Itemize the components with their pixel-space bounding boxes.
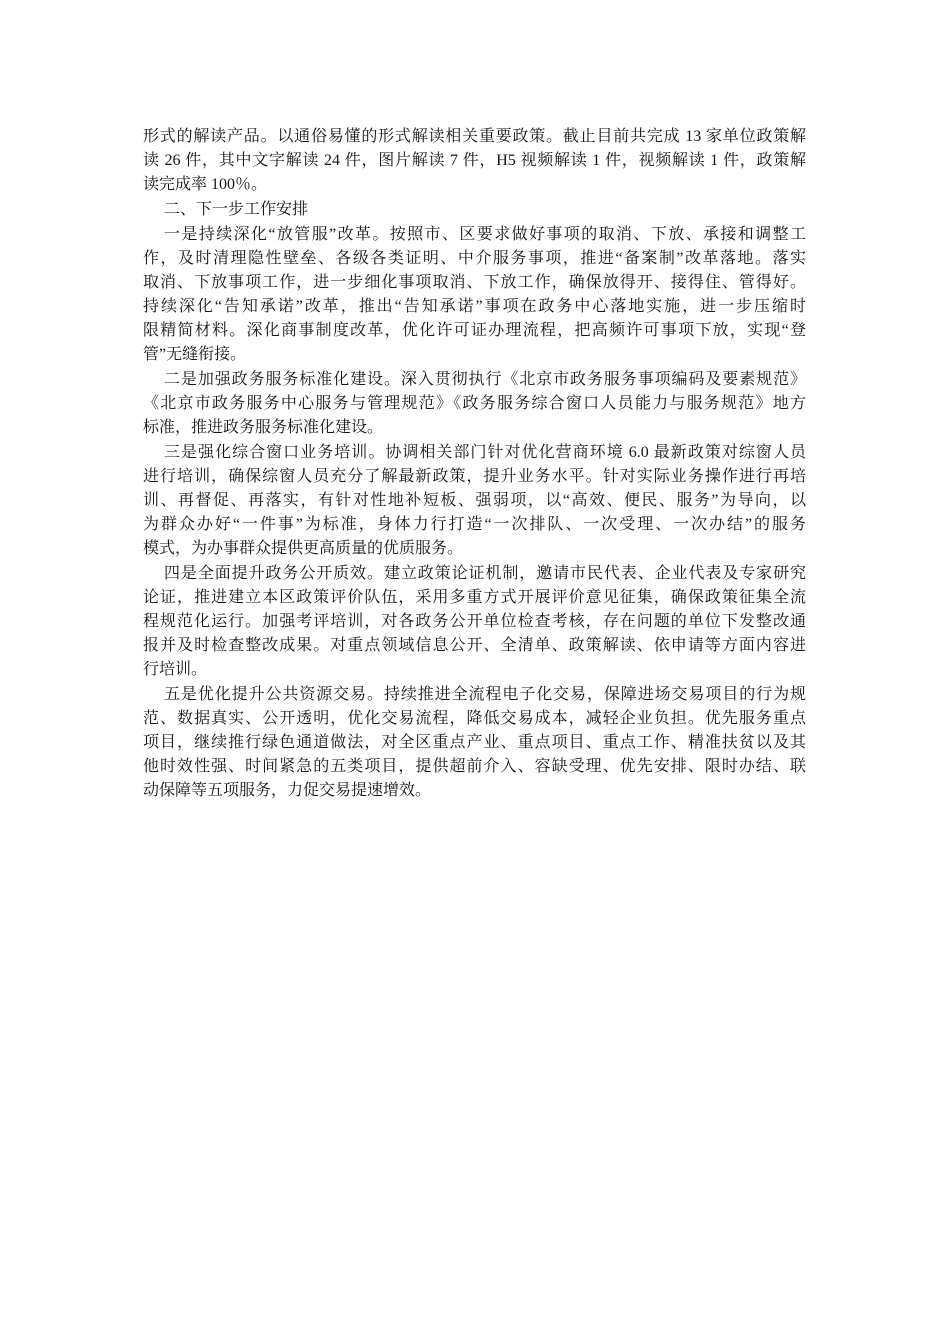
paragraph-line: 训、再督促、再落实，有针对性地补短板、强弱项，以“高效、便民、服务”为导向，以	[143, 492, 806, 509]
paragraph-line: 限精简材料。深化商事制度改革，优化许可证办理流程，把高频许可事项下放，实现“登	[143, 322, 806, 339]
paragraph-line: 二是加强政务服务标准化建设。深入贯彻执行《北京市政务服务事项编码及要素规范》	[164, 371, 806, 388]
paragraph-line: 进行培训，确保综窗人员充分了解最新政策，提升业务水平。针对实际业务操作进行再培	[143, 468, 806, 485]
paragraph-line: 《北京市政务服务中心服务与管理规范》《政务服务综合窗口人员能力与服务规范》地方	[143, 395, 806, 412]
section-heading-container	[143, 198, 806, 222]
paragraph-line: 模式，为办事群众提供更高质量的优质服务。	[143, 540, 464, 557]
paragraph-line: 报并及时检查整改成果。对重点领域信息公开、全清单、政策解读、依申请等方面内容进	[143, 637, 806, 654]
paragraph-line: 项目，继续推行绿色通道做法，对全区重点产业、重点项目、重点工作、精准扶贫以及其	[143, 734, 806, 751]
paragraph-line: 他时效性强、时间紧急的五类项目，提供超前介入、容缺受理、优先安排、限时办结、联	[143, 758, 806, 775]
paragraph-line: 读完成率 100％。	[143, 176, 268, 193]
intro-paragraph	[143, 125, 806, 197]
paragraph-line: 范、数据真实、公开透明，优化交易流程，降低交易成本，减轻企业负担。优先服务重点	[143, 710, 806, 727]
paragraph-line: 持续深化“告知承诺”改革，推出“告知承诺”事项在政务中心落地实施，进一步压缩时	[143, 298, 806, 315]
paragraph-line: 论证，推进建立本区政策评价队伍，采用多重方式开展评价意见征集，确保政策征集全流	[143, 589, 806, 606]
paragraph-line: 一是持续深化“放管服”改革。按照市、区要求做好事项的取消、下放、承接和调整工	[164, 226, 806, 243]
paragraph-window-training	[143, 441, 806, 561]
paragraph-line: 形式的解读产品。以通俗易懂的形式解读相关重要政策。截止目前共完成 13 家单位政策解	[143, 128, 806, 145]
paragraph-service-standardization	[143, 368, 806, 440]
paragraph-line: 四是全面提升政务公开质效。建立政策论证机制，邀请市民代表、企业代表及专家研究	[164, 565, 806, 582]
paragraph-public-resource-trading	[143, 683, 806, 803]
paragraph-line: 管”无缝衔接。	[143, 346, 247, 363]
paragraph-fangguanfu-reform	[143, 223, 806, 367]
paragraph-gov-openness	[143, 562, 806, 682]
paragraph-line: 程规范化运行。加强考评培训，对各政务公开单位检查考核，存在问题的单位下发整改通	[143, 613, 806, 630]
paragraph-line: 读 26 件，其中文字解读 24 件，图片解读 7 件，H5 视频解读 1 件，视频解读 1 件，政策解	[143, 152, 806, 169]
paragraph-line: 行培训。	[143, 661, 208, 678]
paragraph-line: 作，及时清理隐性壁垒、各级各类证明、中介服务事项，推进“备案制”改革落地。落实	[143, 250, 806, 267]
paragraph-line: 三是强化综合窗口业务培训。协调相关部门针对优化营商环境 6.0 最新政策对综窗人员	[164, 444, 806, 461]
paragraph-line: 五是优化提升公共资源交易。持续推进全流程电子化交易，保障进场交易项目的行为规	[164, 686, 806, 703]
paragraph-line: 动保障等五项服务，力促交易提速增效。	[143, 782, 432, 799]
paragraph-line: 取消、下放事项工作，进一步细化事项取消、下放工作，确保放得开、接得住、管得好。	[143, 274, 806, 291]
section-heading: 二、下一步工作安排	[164, 201, 309, 218]
paragraph-line: 为群众办好“一件事”为标准，身体力行打造“一次排队、一次受理、一次办结”的服务	[143, 516, 806, 533]
document-body	[143, 125, 806, 804]
paragraph-line: 标准，推进政务服务标准化建设。	[143, 419, 384, 436]
